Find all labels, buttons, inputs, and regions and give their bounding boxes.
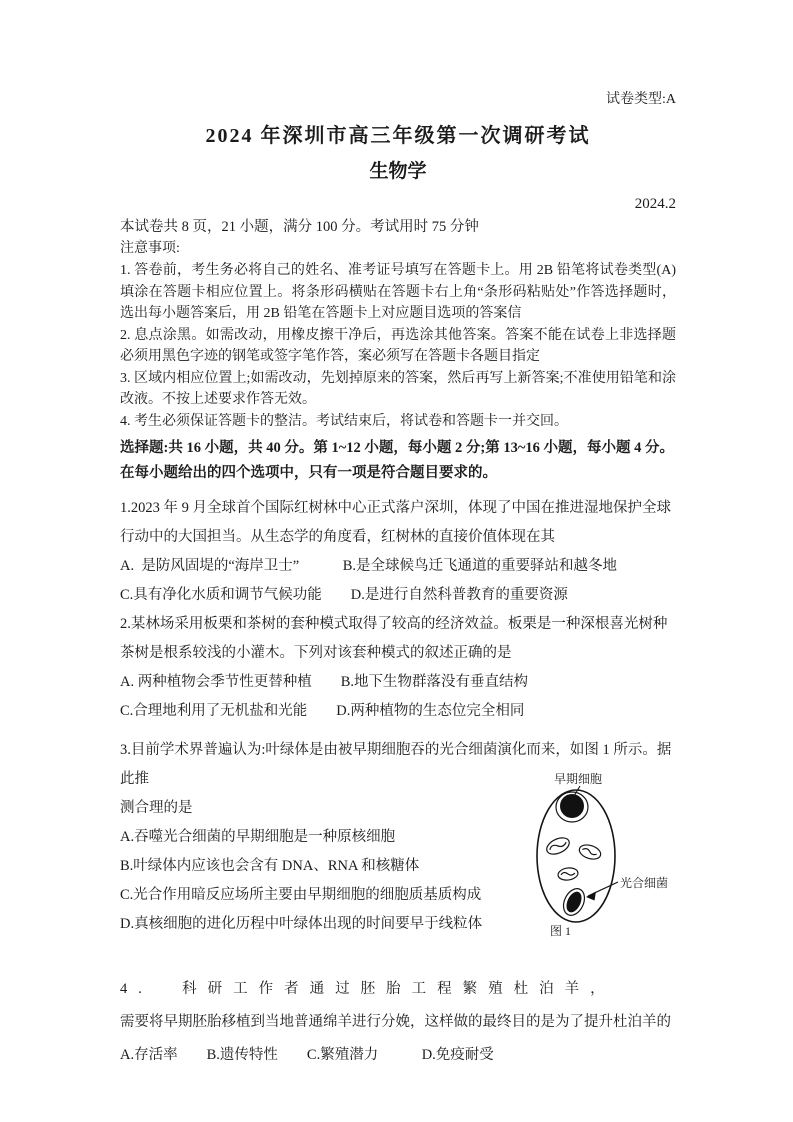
question-3-option-a: A.吞噬光合细菌的早期细胞是一种原核细胞 xyxy=(120,829,396,845)
paper-type-label: 试卷类型:A xyxy=(606,92,676,107)
question-3-option-d: D.真核细胞的进化历程中叶绿体出现的时间要早于线粒体 xyxy=(120,916,483,932)
question-4-stem-line-2: 需要将早期胚胎移植到当地普通绵羊进行分娩，这样做的最终目的是为了提升杜泊羊的 xyxy=(120,1014,671,1030)
notice-item-1: 1. 答卷前，考生务必将自己的姓名、准考证号填写在答题卡上。用 2B 铅笔将试卷类型(A)填涂在答题卡相应位置上。将条形码横贴在答题卡右上角“条形码粘贴处”作答选择题时，选出每小题答案后，用 2B 铅笔在答题卡上对应题目选项的答案信 xyxy=(120,263,676,321)
exam-date: 2024.2 xyxy=(634,196,676,212)
question-1-options-ab: A. 是防风固堤的“海岸卫士” B.是全球候鸟迁飞通道的重要驿站和越冬地 xyxy=(120,558,618,574)
figure-1 xyxy=(528,772,678,942)
question-2 xyxy=(120,610,676,726)
question-3-option-b: B.叶绿体内应该也会含有 DNA、RNA 和核糖体 xyxy=(120,858,420,874)
exam-title: 2024 年深圳市高三年级第一次调研考试 xyxy=(205,125,591,147)
exam-subject: 生物学 xyxy=(369,161,427,182)
paper-summary: 本试卷共 8 页，21 小题，满分 100 分。考试用时 75 分钟 xyxy=(120,219,479,235)
notice-item-2: 2. 息点涂黑。如需改动，用橡皮擦干净后，再选涂其他答案。答案不能在试卷上非选择题必须用黑色字迹的钢笔或签字笔作答，案必须写在答题卡各题目指定 xyxy=(120,327,676,364)
question-3 xyxy=(120,736,676,939)
selection-rule xyxy=(120,436,676,486)
question-1-options-cd: C.具有净化水质和调节气候功能 D.是进行自然科普教育的重要资源 xyxy=(120,587,568,603)
figure-1-caption: 图 1 xyxy=(550,924,572,938)
selection-rule-line-2: 在每小题给出的四个选项中，只有一项是符合题目要求的。 xyxy=(120,465,497,481)
selection-rule-line-1: 选择题:共 16 小题，共 40 分。第 1~12 小题，每小题 2 分;第 13~16 小题，每小题 4 分。 xyxy=(120,440,674,456)
notice-list xyxy=(120,260,676,432)
question-2-stem-line-2: 茶树是根系较浅的小灌木。下列对该套种模式的叙述正确的是 xyxy=(120,645,512,661)
early-cell-label: 早期细胞 xyxy=(554,772,603,786)
question-3-stem-line-1: 3.目前学术界普遍认为:叶绿体是由被早期细胞吞的光合细菌演化而来，如图 1 所示。据此推 xyxy=(120,742,672,787)
notice-item-4: 4. 考生必须保证答题卡的整洁。考试结束后，将试卷和答题卡一并交回。 xyxy=(120,413,568,429)
notice-item-3: 3. 区域内相应位置上;如需改动，先划掉原来的答案，然后再写上新答案;不准使用铅笔和涂改液。不按上述要求作答无效。 xyxy=(120,370,676,407)
question-2-stem-line-1: 2.某林场采用板栗和茶树的套种模式取得了较高的经济效益。板栗是一种深根喜光树种 xyxy=(120,616,668,632)
notice-title: 注意事项: xyxy=(120,241,180,256)
question-3-stem-line-2: 测合理的是 xyxy=(120,800,193,816)
question-4-stem-line-1: 4. 科研工作者通过胚胎工程繁殖杜泊羊， xyxy=(120,981,616,997)
question-2-options-cd: C.合理地利用了无机盐和光能 D.两种植物的生态位完全相同 xyxy=(120,703,525,719)
cell-diagram-icon xyxy=(528,772,678,942)
question-4-options: A.存活率 B.遗传特性 C.繁殖潜力 D.免疫耐受 xyxy=(120,1047,494,1063)
question-2-options-ab: A. 两种植物会季节性更替种植 B.地下生物群落没有垂直结构 xyxy=(120,674,529,690)
question-1 xyxy=(120,494,676,610)
question-3-option-c: C.光合作用暗反应场所主要由早期细胞的细胞质基质构成 xyxy=(120,887,482,903)
question-1-stem-line-1: 1.2023 年 9 月全球首个国际红树林中心正式落户深圳，体现了中国在推进湿地保护全球 xyxy=(120,500,671,516)
question-1-stem-line-2: 行动中的大国担当。从生态学的角度看，红树林的直接价值体现在其 xyxy=(120,529,555,545)
question-4 xyxy=(120,973,676,1072)
photosynthetic-bacteria-label: 光合细菌 xyxy=(620,876,669,890)
